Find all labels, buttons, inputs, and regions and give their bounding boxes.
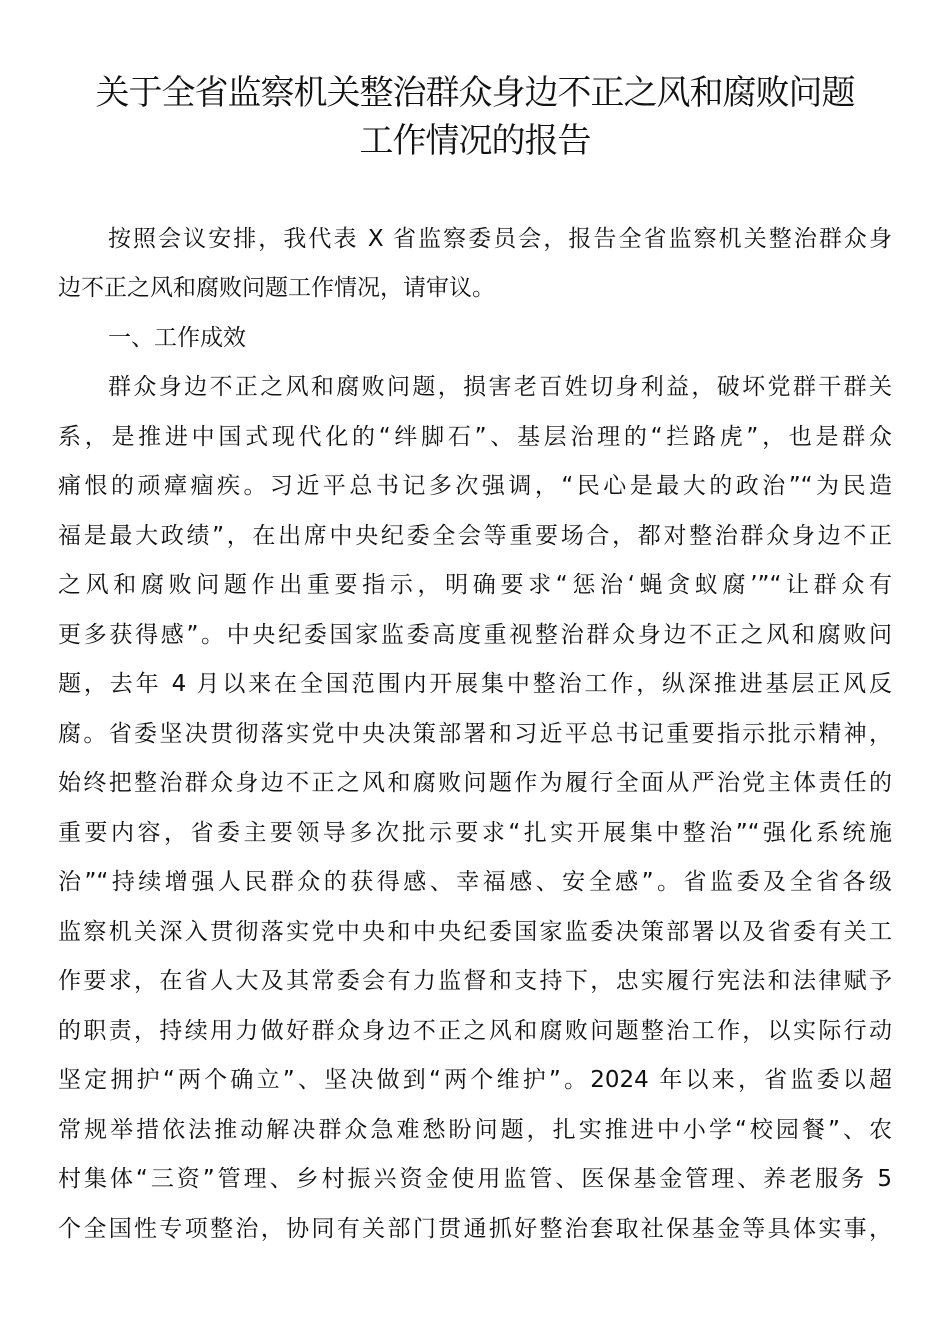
paragraph-line: 系，是推进中国式现代化的“绊脚石”、基层治理的“拦路虎”，也是群众 [58, 424, 892, 450]
section-heading: 一、工作成效 [108, 325, 246, 351]
paragraph-line: 个全国性专项整治，协同有关部门贯通抓好整治套取社保基金等具体实事， [58, 1216, 892, 1242]
paragraph-line: 常规举措依法推动解决群众急难愁盼问题，扎实推进中小学“校园餐”、农 [58, 1117, 892, 1143]
paragraph-line: 题，去年 4 月以来在全国范围内开展集中整治工作，纵深推进基层正风反 [58, 671, 892, 697]
paragraph-line: 痛恨的顽瘴痼疾。习近平总书记多次强调，“民心是最大的政治”“为民造 [58, 473, 892, 499]
paragraph-line: 的职责，持续用力做好群众身边不正之风和腐败问题整治工作，以实际行动 [58, 1018, 892, 1044]
paragraph-line: 村集体“三资”管理、乡村振兴资金使用监管、医保基金管理、养老服务 5 [58, 1166, 892, 1192]
document-title-line-2: 工作情况的报告 [359, 121, 591, 161]
paragraph-line: 始终把整治群众身边不正之风和腐败问题作为履行全面从严治党主体责任的 [58, 770, 892, 796]
paragraph-line: 边不正之风和腐败问题工作情况，请审议。 [58, 275, 495, 301]
paragraph-line: 之风和腐败问题作出重要指示，明确要求“惩治‘蝇贪蚁腐’”“让群众有 [58, 572, 892, 598]
paragraph-line: 福是最大政绩”，在出席中央纪委全会等重要场合，都对整治群众身边不正 [58, 523, 892, 549]
document-title-line-1: 关于全省监察机关整治群众身边不正之风和腐败问题 [95, 73, 855, 113]
paragraph-line: 治”“持续增强人民群众的获得感、幸福感、安全感”。省监委及全省各级 [58, 869, 892, 895]
paragraph-line: 按照会议安排，我代表 X 省监察委员会，报告全省监察机关整治群众身 [108, 226, 892, 252]
paragraph-line: 坚定拥护“两个确立”、坚决做到“两个维护”。2024 年以来，省监委以超 [58, 1067, 892, 1093]
paragraph-line: 重要内容，省委主要领导多次批示要求“扎实开展集中整治”“强化系统施 [58, 820, 892, 846]
paragraph-line: 监察机关深入贯彻落实党中央和中央纪委国家监委决策部署以及省委有关工 [58, 919, 892, 945]
paragraph-line: 腐。省委坚决贯彻落实党中央决策部署和习近平总书记重要指示批示精神， [58, 721, 892, 747]
paragraph-line: 群众身边不正之风和腐败问题，损害老百姓切身利益，破坏党群干群关 [108, 374, 892, 400]
paragraph-line: 更多获得感”。中央纪委国家监委高度重视整治群众身边不正之风和腐败问 [58, 622, 892, 648]
paragraph-line: 作要求，在省人大及其常委会有力监督和支持下，忠实履行宪法和法律赋予 [58, 968, 892, 994]
